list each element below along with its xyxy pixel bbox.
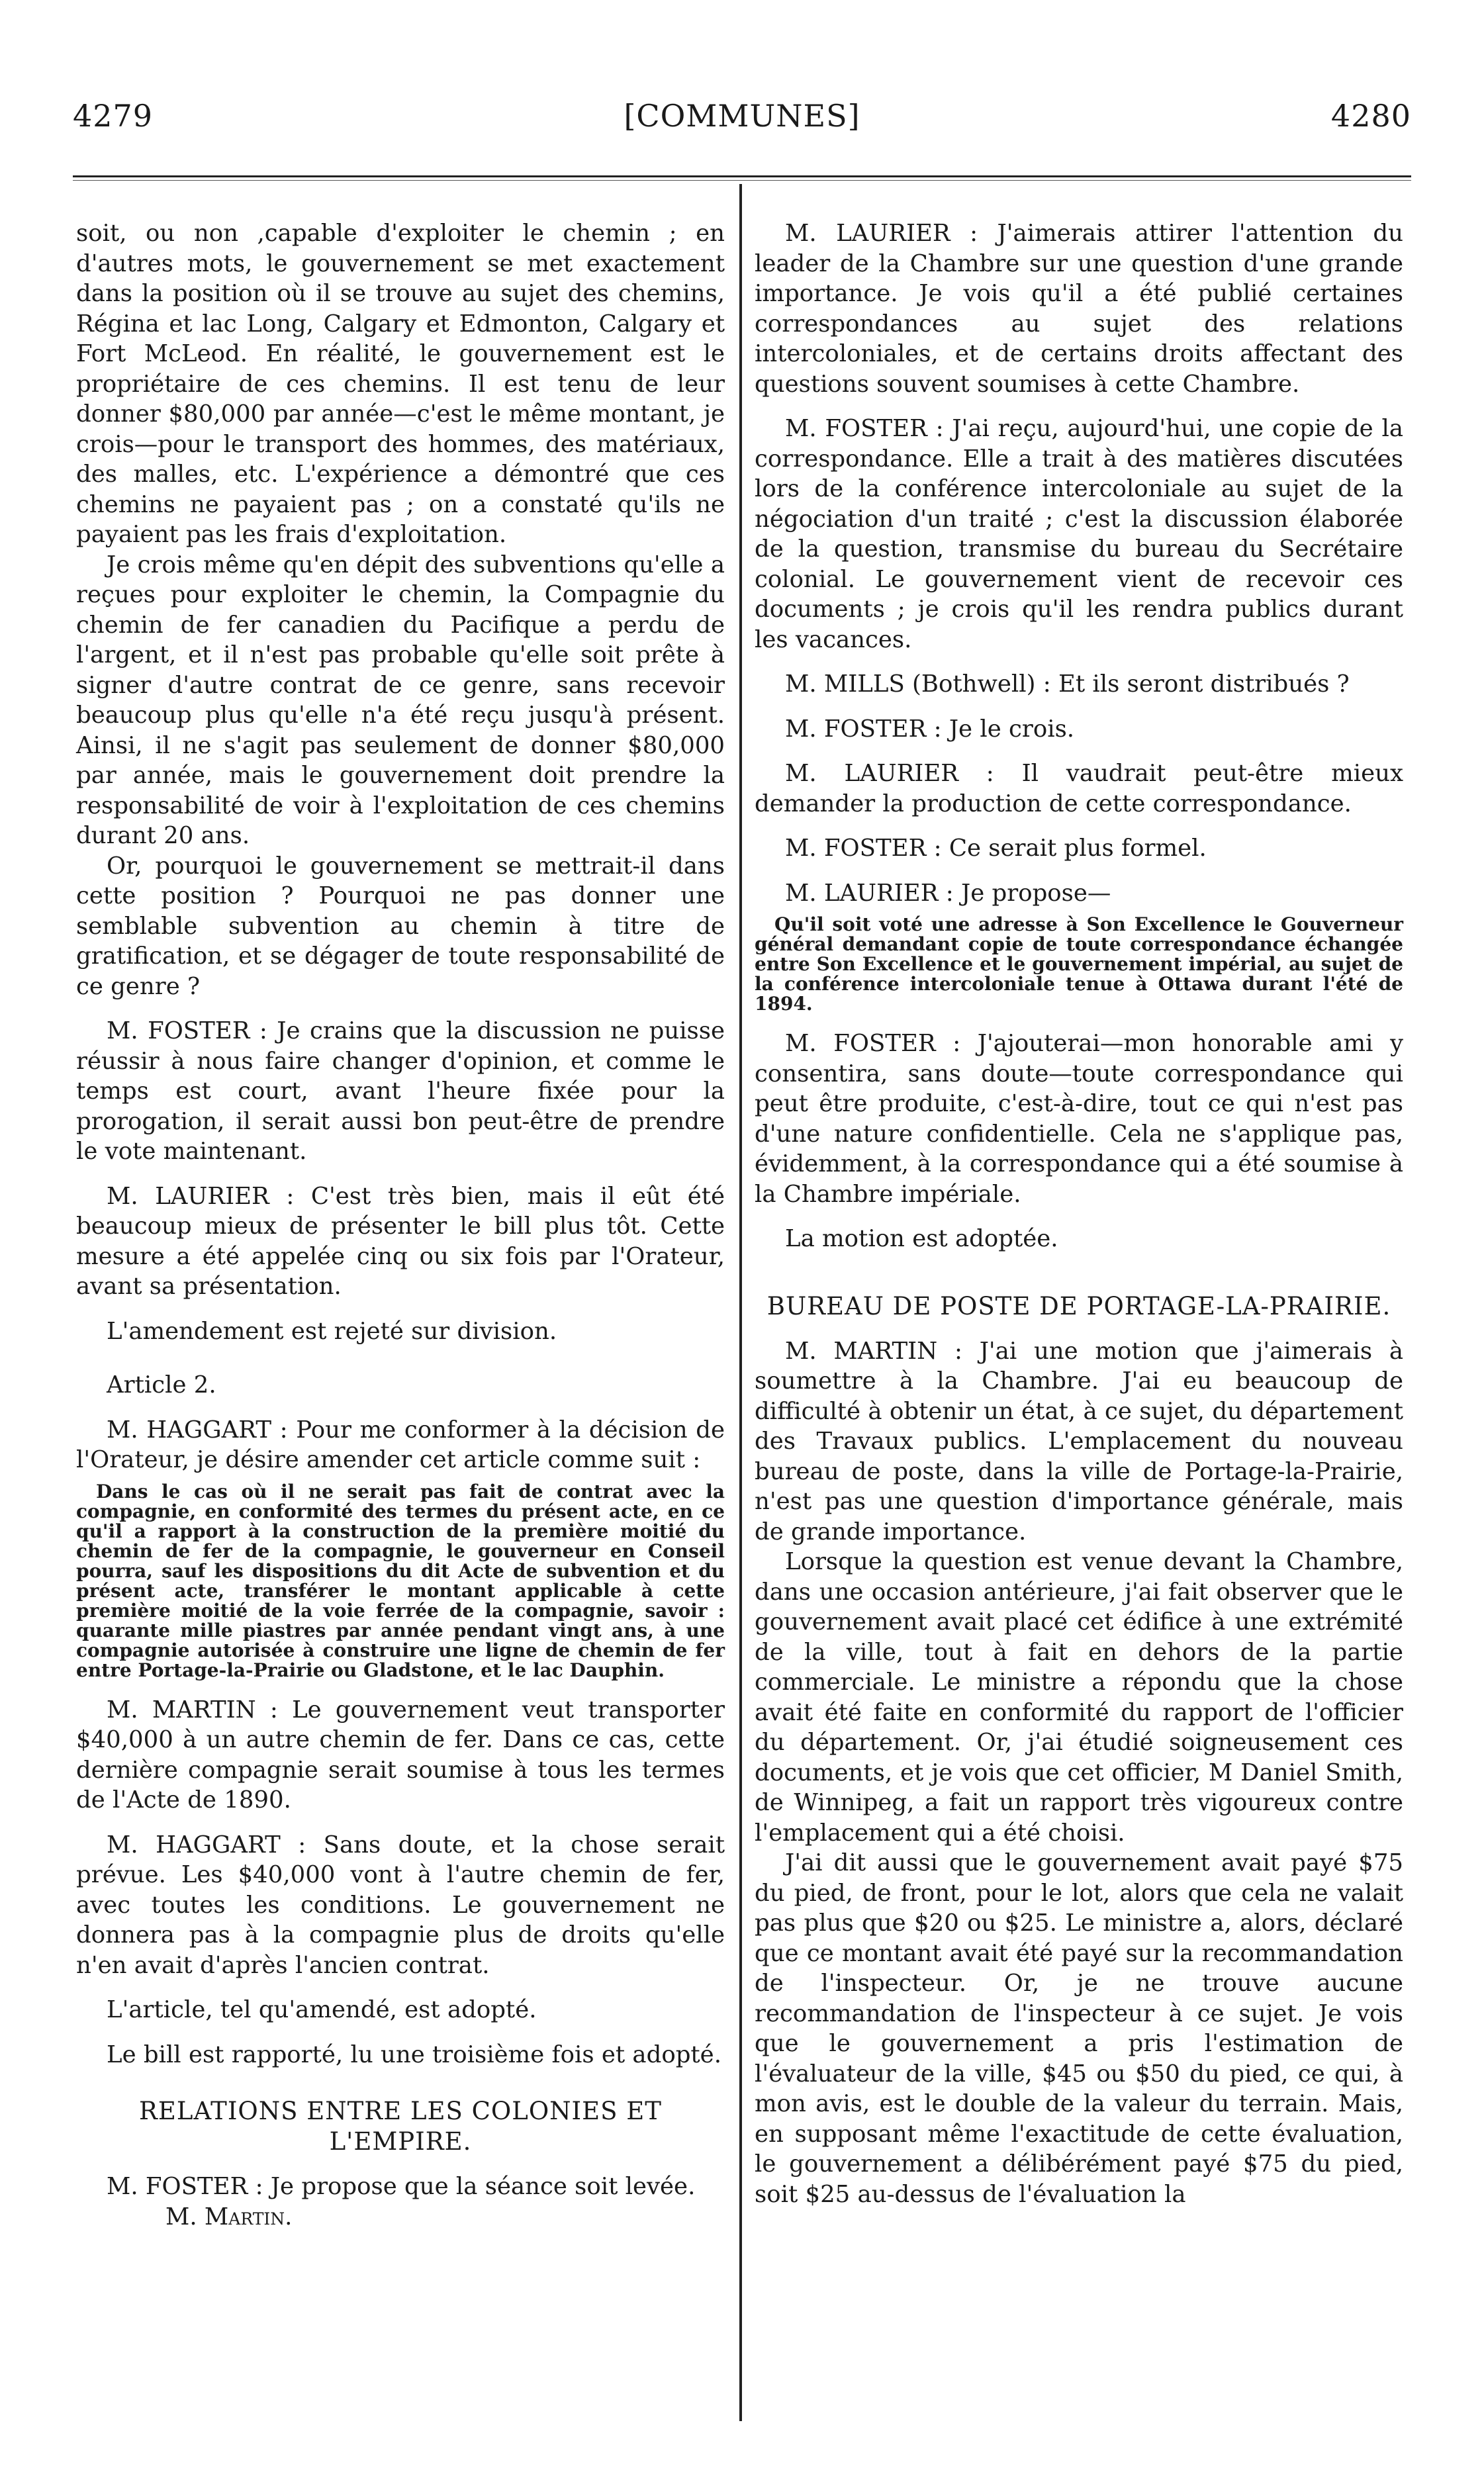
speech-laurier: M. LAURIER : J'aimerais attirer l'attention du leader de la Chambre sur une question d'une grande importance. Je vois qu'il a été publié certaines correspondances au sujet des relations intercoloniales, et de certains droits affectant des questions souvent soumises à cette Chambre. [755, 220, 1403, 398]
page-header [73, 98, 1411, 144]
header-rule [73, 175, 1411, 181]
signature: M. Martin. [165, 2203, 293, 2231]
speech-foster: M. FOSTER : J'ajouterai—mon honorable ami y consentira, sans doute—toute correspondance qui peut être produite, c'est-à-dire, tout ce qui n'est pas d'une nature confidentielle. Cela ne s'applique pas, évidemment, à la correspondance qui a été soumise à la Chambre impériale. [755, 1030, 1403, 1208]
left-column [76, 218, 725, 2232]
page-number-left: 4279 [73, 98, 154, 134]
ruling: La motion est adoptée. [785, 1225, 1058, 1252]
speech-foster: M. FOSTER : Je propose que la séance soit levée. [107, 2173, 696, 2200]
speech-laurier: M. LAURIER : Il vaudrait peut-être mieux demander la production de cette correspondance. [755, 760, 1403, 817]
speech-laurier: M. LAURIER : C'est très bien, mais il eût été beaucoup mieux de présenter le bill plus tôt. Cette mesure a été appelée cinq ou six fois par l'Orateur, avant sa présentation. [76, 1182, 725, 1300]
paragraph: Lorsque la question est venue devant la Chambre, dans une occasion antérieure, j'ai fait observer que le gouvernement avait placé cet édifice à une extrémité de la ville, tout à fait en dehors de la partie commerciale. Le ministre a répondu que la chose avait été faite en conformité du rapport de l'officier du département. Or, j'ai étudié soigneusement ces documents, et je vois que cet officier, M Daniel Smith, de Winnipeg, a fait un rapport très vigoureux contre l'emplacement qui a été choisi. [755, 1548, 1403, 1847]
amendment-text: Dans le cas où il ne serait pas fait de contrat avec la compagnie, en conformité des termes du présent acte, en ce qu'il a rapport à la construction de la première moitié du chemin de fer de la compagnie, le gouverneur en Conseil pourra, sauf les dispositions du dit Acte de subvention et du présent acte, transférer le montant applicable à cette première moitié de la voie ferrée de la compagnie, savoir : quarante mille piastres par année pendant vingt ans, à une compagnie autorisée à construire une ligne de chemin de fer entre Portage-la-Prairie ou Gladstone, et le lac Dauphin. [76, 1480, 725, 1681]
speech-haggart: M. HAGGART : Sans doute, et la chose serait prévue. Les $40,000 vont à l'autre chemin de fer, avec toutes les conditions. Le gouvernement ne donnera pas à la compagnie plus de droits qu'elle n'en avait d'après l'ancien contrat. [76, 1831, 725, 1979]
speech-haggart: M. HAGGART : Pour me conformer à la décision de l'Orateur, je désire amender cet article comme suit : [76, 1416, 725, 1473]
paragraph: Or, pourquoi le gouvernement se mettrait-il dans cette position ? Pourquoi ne pas donner une semblable subvention au chemin à titre de gratification, et se dégager de toute responsabilité de ce genre ? [76, 852, 725, 1000]
ruling: L'article, tel qu'amendé, est adopté. [107, 1996, 537, 2023]
column-divider [739, 184, 742, 2421]
speech-mills: M. MILLS (Bothwell) : Et ils seront distribués ? [785, 670, 1350, 698]
speech-foster: M. FOSTER : Je crains que la discussion ne puisse réussir à nous faire changer d'opinion, et comme le temps est court, avant l'heure fixée pour la prorogation, il serait aussi bon peut-être de prendre le vote maintenant. [76, 1017, 725, 1165]
ruling: Le bill est rapporté, lu une troisième fois et adopté. [107, 2041, 721, 2068]
paragraph: Je crois même qu'en dépit des subventions qu'elle a reçues pour exploiter le chemin, la Compagnie du chemin de fer canadien du Pacifique a perdu de l'argent, et il n'est pas probable qu'elle soit prête à signer d'autre contrat de ce genre, sans recevoir beaucoup plus qu'elle n'a été reçu jusqu'à présent. Ainsi, il ne s'agit pas seulement de donner $80,000 par année, mais le gouvernement doit prendre la responsabilité de voir à l'exploitation de ces chemins durant 20 ans. [76, 551, 725, 849]
speech-foster: M. FOSTER : J'ai reçu, aujourd'hui, une copie de la correspondance. Elle a trait à des matières discutées lors de la conférence intercoloniale au sujet de la négociation d'un traité ; c'est la discussion élaborée de la question, transmise du bureau du Secrétaire colonial. Le gouvernement vient de recevoir ces documents ; je crois qu'il les rendra publics durant les vacances. [755, 415, 1403, 653]
running-title: [COMMUNES] [624, 98, 860, 134]
speech-martin: M. MARTIN : J'ai une motion que j'aimerais à soumettre à la Chambre. J'ai eu beaucoup de difficulté à obtenir un état, à ce sujet, du département des Travaux publics. L'emplacement du nouveau bureau de poste, dans la ville de Portage-la-Prairie, n'est pas une question d'importance générale, mais de grande importance. [755, 1337, 1403, 1545]
speech-martin: M. MARTIN : Le gouvernement veut transporter $40,000 à un autre chemin de fer. Dans ce cas, cette dernière compagnie serait soumise à tous les termes de l'Acte de 1890. [76, 1696, 725, 1814]
paragraph: soit, ou non ,capable d'exploiter le chemin ; en d'autres mots, le gouvernement se met exactement dans la position où il se trouve au sujet des chemins, Régina et lac Long, Calgary et Edmonton, Calgary et Fort McLeod. En réalité, le gouvernement est le propriétaire de ces chemins. Il est tenu de leur donner $80,000 par année—c'est le même montant, je crois—pour le transport des hommes, des matériaux, des malles, etc. L'expérience a démontré que ces chemins ne payaient pas ; on a constaté qu'ils ne payaient pas les frais d'exploitation. [76, 220, 725, 548]
speech-foster: M. FOSTER : Je le crois. [785, 715, 1075, 743]
speech-foster: M. FOSTER : Ce serait plus formel. [785, 835, 1207, 862]
paragraph: J'ai dit aussi que le gouvernement avait payé $75 du pied, de front, pour le lot, alors que cela ne valait pas plus que $20 ou $25. Le ministre a, alors, déclaré que ce montant avait été payé sur la recommandation de l'inspecteur. Or, je ne trouve aucune recommandation de l'inspecteur à ce sujet. Je vois que le gouvernement a pris l'estimation de l'évaluateur de la ville, $45 ou $50 du pied, ce qui, à mon avis, est le double de la valeur du terrain. Mais, en supposant même l'exactitude de cette évaluation, le gouvernement a délibérément payé $75 du pied, soit $25 au-dessus de l'évaluation la [755, 1849, 1403, 2208]
article-label: Article 2. [107, 1371, 216, 1399]
speech-laurier: M. LAURIER : Je propose— [785, 879, 1111, 907]
section-heading: RELATIONS ENTRE LES COLONIES ET L'EMPIRE. [139, 2097, 662, 2156]
motion-text: Qu'il soit voté une adresse à Son Excellence le Gouverneur général demandant copie de toute correspondance échangée entre Son Excellence et le gouvernement impérial, au sujet de la conférence intercoloniale tenue à Ottawa durant l'été de 1894. [755, 913, 1403, 1015]
section-heading: BUREAU DE POSTE DE PORTAGE-LA-PRAIRIE. [766, 1291, 1391, 1320]
ruling: L'amendement est rejeté sur division. [107, 1317, 557, 1345]
page-number-right: 4280 [1330, 98, 1411, 134]
right-column [755, 218, 1403, 2209]
